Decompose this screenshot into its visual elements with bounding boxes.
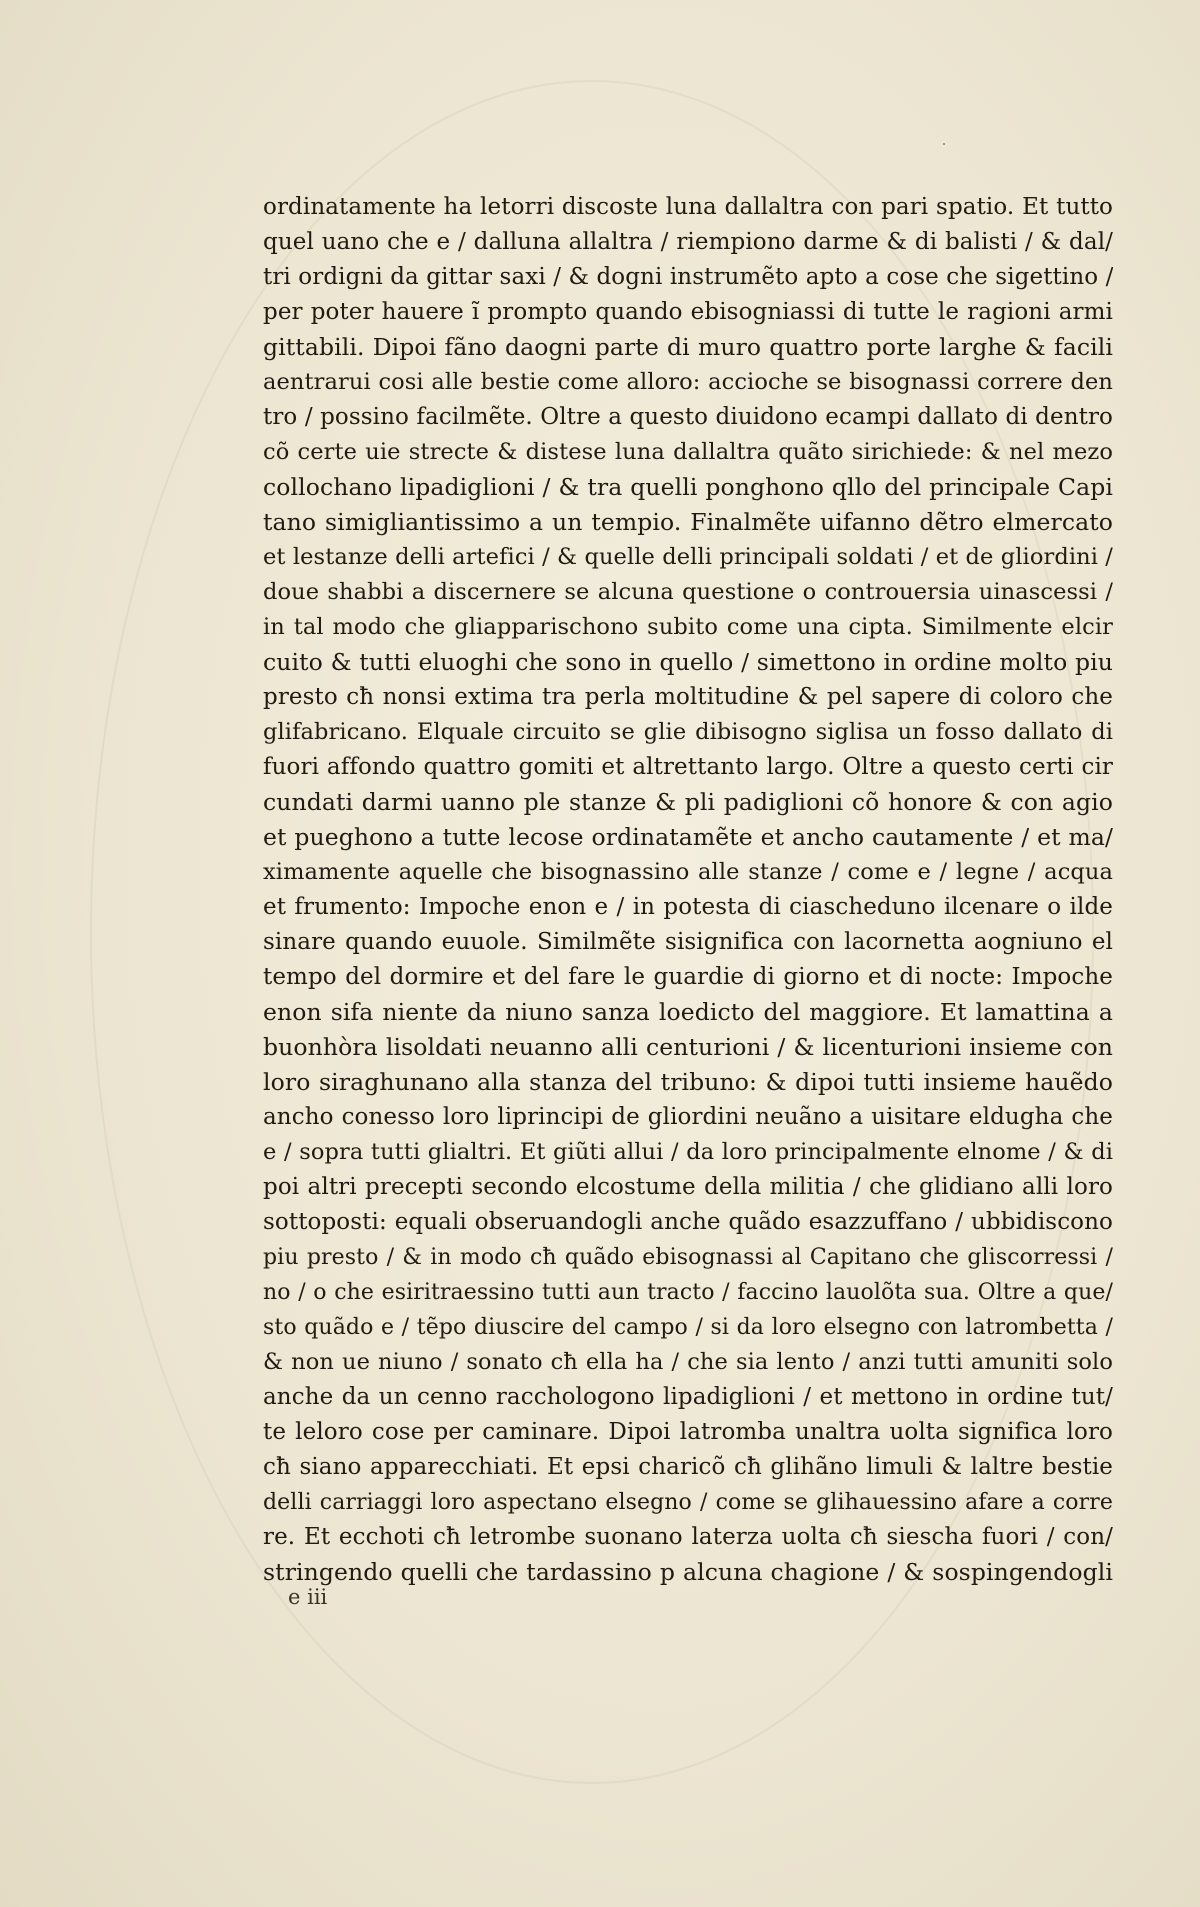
text-line: fuori affondo quattro gomiti et altrettanto largo. Oltre a questo certi cir bbox=[263, 754, 1113, 780]
text-line: gittabili. Dipoi fãno daogni parte di muro quattro porte larghe & facili bbox=[263, 333, 1113, 361]
text-line: no / o che esiritraessino tutti aun tracto / faccino lauolõta sua. Oltre a que/ bbox=[263, 1280, 1113, 1305]
text-line: et lestanze delli artefici / & quelle delli principali soldati / et de gliordini / bbox=[263, 544, 1113, 570]
text-line: in tal modo che gliapparischono subito come una cipta. Similmente elcir bbox=[263, 614, 1113, 640]
text-line: poi altri precepti secondo elcostume della militia / che glidiano alli loro bbox=[263, 1174, 1113, 1200]
text-line: quel uano che e / dalluna allaltra / riempiono darme & di balisti / & dal/ bbox=[263, 229, 1113, 255]
text-line: ordinatamente ha letorri discoste luna dallaltra con pari spatio. Et tutto bbox=[263, 194, 1113, 220]
text-line: et pueghono a tutte lecose ordinatamẽte et ancho cautamente / et ma/ bbox=[263, 823, 1113, 851]
text-line: & non ue niuno / sonato cħ ella ha / che sia lento / anzi tutti amuniti solo bbox=[263, 1349, 1113, 1375]
text-line: per poter hauere ĩ prompto quando ebisogniassi di tutte le ragioni armi bbox=[263, 299, 1113, 325]
text-line: et frumento: Impoche enon e / in potesta di ciascheduno ilcenare o ilde bbox=[263, 894, 1113, 920]
text-line: re. Et ecchoti cħ letrombe suonano laterza uolta cħ siescha fuori / con/ bbox=[263, 1524, 1113, 1550]
text-line: stringendo quelli che tardassino p alcuna chagione / & sospingendogli bbox=[263, 1558, 1113, 1586]
text-line: glifabricano. Elquale circuito se glie dibisogno siglisa un fosso dallato di bbox=[263, 719, 1113, 745]
text-line: cuito & tutti eluoghi che sono in quello / simettono in ordine molto piu bbox=[263, 648, 1113, 676]
text-line: cħ siano apparecchiati. Et epsi charicõ cħ glihãno limuli & laltre bestie bbox=[263, 1454, 1113, 1480]
text-line: presto cħ nonsi extima tra perla moltitudine & pel sapere di coloro che bbox=[263, 684, 1113, 710]
text-line: sinare quando euuole. Similmẽte sisignifica con lacornetta aogniuno el bbox=[263, 929, 1113, 955]
signature-mark: e iii bbox=[288, 1585, 328, 1609]
text-line: e / sopra tutti glialtri. Et giũti allui / da loro principalmente elnome / & di bbox=[263, 1139, 1113, 1165]
text-line: cundati darmi uanno ple stanze & pli padiglioni cõ honore & con agio bbox=[263, 788, 1113, 816]
text-line: aentrarui cosi alle bestie come alloro: accioche se bisognassi correre den bbox=[263, 369, 1113, 395]
text-line: sto quãdo e / tẽpo diuscire del campo / si da loro elsegno con latrombetta / bbox=[263, 1315, 1113, 1340]
text-line: delli carriaggi loro aspectano elsegno / come se glihauessino afare a corre bbox=[263, 1490, 1113, 1515]
text-line: tro / possino facilmẽte. Oltre a questo diuidono ecampi dallato di dentro bbox=[263, 404, 1113, 430]
paper-speck bbox=[943, 143, 945, 145]
text-line: te leloro cose per caminare. Dipoi latromba unaltra uolta significa loro bbox=[263, 1419, 1113, 1445]
text-line: sottoposti: equali obseruandogli anche quãdo esazzuffano / ubbidiscono bbox=[263, 1209, 1113, 1235]
text-line: enon sifa niente da niuno sanza loedicto del maggiore. Et lamattina a bbox=[263, 998, 1113, 1026]
text-line: ximamente aquelle che bisognassino alle stanze / come e / legne / acqua bbox=[263, 859, 1113, 885]
text-line: tano simigliantissimo a un tempio. Finalmẽte uifanno dẽtro elmercato bbox=[263, 508, 1113, 536]
text-line: loro siraghunano alla stanza del tribuno: & dipoi tutti insieme hauẽdo bbox=[263, 1068, 1113, 1096]
text-line: doue shabbi a discernere se alcuna questione o controuersia uinascessi / bbox=[263, 579, 1113, 605]
text-line: anche da un cenno racchologono lipadiglioni / et mettono in ordine tut/ bbox=[263, 1384, 1113, 1410]
text-line: piu presto / & in modo cħ quãdo ebisognassi al Capitano che gliscorressi / bbox=[263, 1245, 1113, 1270]
text-line: ancho conesso loro liprincipi de gliordini neuãno a uisitare eldugha che bbox=[263, 1104, 1113, 1130]
text-line: collochano lipadiglioni / & tra quelli ponghono qllo del principale Capi bbox=[263, 473, 1113, 501]
text-line: cõ certe uie strecte & distese luna dallaltra quãto sirichiede: & nel mezo bbox=[263, 439, 1113, 465]
text-line: tri ordigni da gittar saxi / & dogni instrumẽto apto a cose che sigettino / bbox=[263, 264, 1113, 290]
text-block bbox=[263, 190, 1113, 1590]
text-line: tempo del dormire et del fare le guardie di giorno et di nocte: Impoche bbox=[263, 964, 1113, 990]
text-line: buonhòra lisoldati neuanno alli centurioni / & licenturioni insieme con bbox=[263, 1033, 1113, 1061]
